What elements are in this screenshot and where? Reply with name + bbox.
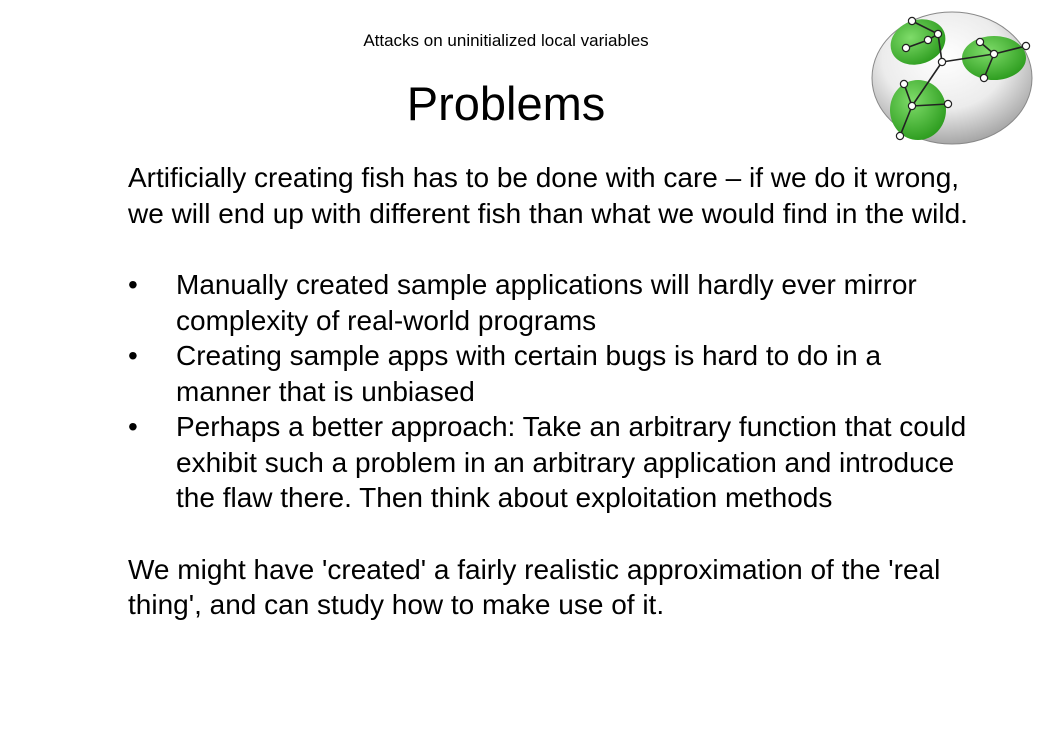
bullet-list xyxy=(128,267,978,516)
slide-subtitle: Attacks on uninitialized local variables xyxy=(363,31,649,50)
bullet-text: Creating sample apps with certain bugs is hard to do in a manner that is unbiased xyxy=(176,340,882,407)
spacer xyxy=(128,231,978,267)
spacer xyxy=(128,516,978,552)
bullet-marker: • xyxy=(128,340,138,371)
bullet-item xyxy=(128,338,978,409)
bullet-item xyxy=(128,267,978,338)
bullet-text: Manually created sample applications will hardly ever mirror complexity of real-world programs xyxy=(176,269,917,336)
slide-body xyxy=(128,160,978,623)
intro-paragraph: Artificially creating fish has to be done with care – if we do it wrong, we will end up with different fish than what we would find in the wild. xyxy=(128,162,968,229)
conclusion-paragraph: We might have 'created' a fairly realistic approximation of the 'real thing', and can study how to make use of it. xyxy=(128,553,941,620)
bullet-marker: • xyxy=(128,411,138,442)
slide-title: Problems xyxy=(406,77,606,130)
bullet-item xyxy=(128,409,978,516)
bullet-text: Perhaps a better approach: Take an arbitrary function that could exhibit such a problem in an arbitrary application and introduce the flaw there. Then think about exploitation methods xyxy=(176,411,967,513)
bullet-marker: • xyxy=(128,269,138,300)
network-graph-logo-icon xyxy=(868,6,1036,150)
